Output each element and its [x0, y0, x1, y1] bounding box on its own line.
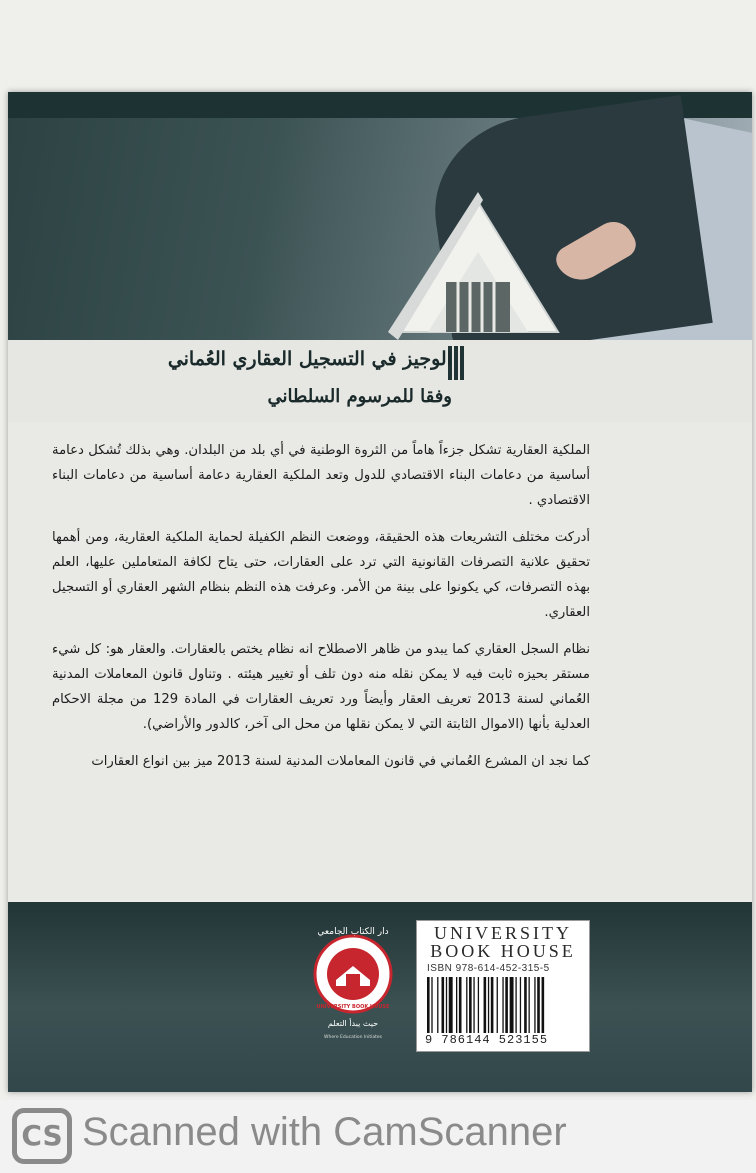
imprint-line-1: UNIVERSITY [434, 923, 572, 943]
barcode-number: 9 786144 523155 [425, 1033, 549, 1047]
blurb-paragraph-3: نظام السجل العقاري كما يبدو من ظاهر الاصطلاح انه نظام يختص بالعقارات. والعقار هو: كل شيء مستقر بحيزه ثابت فيه لا يمكن نقله منه دون تلف أو تغيير هيئته . وتناول قانون المعاملات المدنية العُماني لسنة 2013 تعريف العقار وأيضاً ورد تعريف العقارات في المادة 129 من مجلة الاحكام العدلية بأنها (الاموال الثابتة التي لا يمكن نقلها من محل الى آخر، كالدور والأراضي). [52, 642, 590, 732]
barcode-image [427, 977, 579, 1033]
house-model-image [388, 182, 568, 340]
book-subtitle: وفقا للمرسوم السلطاني [267, 386, 452, 407]
blurb-text [52, 438, 590, 786]
barcode-box [416, 920, 590, 1052]
imprint-line-2: BOOK HOUSE [430, 941, 576, 961]
publisher-logo [308, 922, 398, 1042]
cover-photo [8, 92, 752, 340]
logo-tagline: Where Education Initiates [324, 1035, 382, 1040]
book-title: الوجيز في التسجيل العقاري العُماني [167, 348, 452, 370]
camscanner-watermark: Scanned with CamScanner [82, 1110, 567, 1154]
logo-ring-text: UNIVERSITY BOOK HOUSE [316, 1004, 390, 1010]
blurb-paragraph-4: كما نجد ان المشرع العُماني في قانون المعاملات المدنية لسنة 2013 ميز بين انواع العقارات [91, 754, 590, 769]
blurb-paragraph-2: أدركت مختلف التشريعات هذه الحقيقة، ووضعت النظم الكفيلة لحماية الملكية العقارية، ومن أهمها تحقيق علانية التصرفات القانونية التي ترد على العقارات، حتى يتاح لكافة المتعاملين عليها، العلم بهذه التصرفات، كي يكونوا على بينة من الأمر. وعرفت هذه النظم بنظام الشهر العقاري أو التسجيل العقاري. [52, 530, 590, 620]
isbn-text: ISBN 978-614-452-315-5 [427, 963, 550, 974]
camscanner-icon: CS [12, 1108, 72, 1164]
logo-top-text: دار الكتاب الجامعي [317, 927, 389, 937]
scanner-watermark-bar [0, 1100, 756, 1173]
logo-slogan: حيث يبدأ التعلم [327, 1019, 379, 1028]
book-back-cover [8, 92, 752, 1092]
blurb-paragraph-1: الملكية العقارية تشكل جزءاً هاماً من الثروة الوطنية في أي بلد من البلدان. وهي بذلك تُشكل دعامة أساسية من دعامات البناء الاقتصادي للدول وتعد الملكية العقارية دعامة أساسية من دعامات البناء الاقتصادي . [52, 443, 590, 508]
